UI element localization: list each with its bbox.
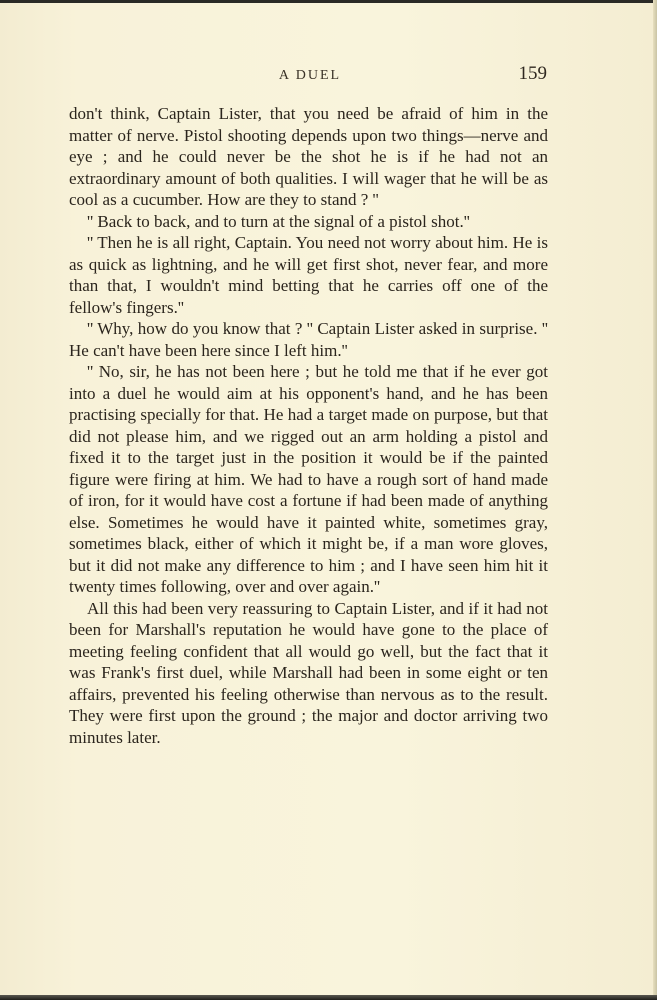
paragraph: don't think, Captain Lister, that you need be afraid of him in the matter of nerve. Pistol shooting depends upon two things—nerve and eye ; and he could never be the shot he is if he had not an extraordinary amount of both qualities. I will wager that he will be as cool as a cucumber. How are they to stand ? ''	[69, 104, 548, 209]
bottom-edge	[0, 995, 657, 1000]
paragraph: All this had been very reassuring to Captain Lister, and if it had not been for Marshall's reputation he would have gone to the place of meeting feeling confident that all would go well, but the fact that it was Frank's first duel, while Marshall had been in some eight or ten affairs, prevented his feeling otherwise than nervous as to the result. They were first upon the ground ; the major and doctor arriving two minutes later.	[69, 598, 548, 747]
body-text	[69, 103, 548, 748]
paragraph: '' Then he is all right, Captain. You need not worry about him. He is as quick as lightning, and he will get first shot, never fear, and more than that, I wouldn't mind betting that he carries off one of the fellow's fingers.''	[69, 233, 548, 317]
running-head: A DUEL	[278, 68, 342, 83]
page-number: 159	[518, 63, 547, 84]
page-edge-shadow	[653, 0, 657, 1000]
paragraph: '' No, sir, he has not been here ; but he told me that if he ever got into a duel he would aim at his opponent's hand, and he has been practising specially for that. He had a target made on purpose, but that did not please him, and we rigged out an arm holding a pistol and fixed it to the target just in the position it would be if the painted figure were firing at him. We had to have a rough sort of hand made of iron, for it would have cost a fortune if had been made of anything else. Sometimes he would have it painted white, sometimes gray, sometimes black, either of which it might be, if a man wore gloves, but it did not make any difference to him ; and I have seen him hit it twenty times following, over and over again.''	[69, 362, 548, 596]
paragraph: '' Why, how do you know that ? '' Captain Lister asked in surprise. '' He can't have been here since I left him.''	[69, 319, 548, 360]
top-edge	[0, 0, 657, 3]
page-header	[73, 63, 547, 91]
paragraph: '' Back to back, and to turn at the signal of a pistol shot.''	[87, 211, 470, 231]
